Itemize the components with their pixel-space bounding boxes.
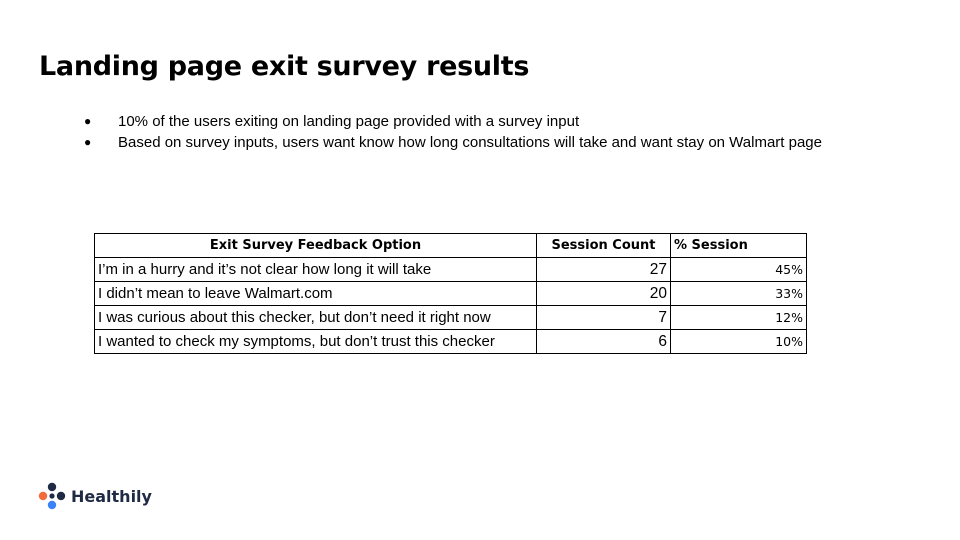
cell-count: 6: [537, 330, 671, 354]
slide-title: Landing page exit survey results: [39, 51, 530, 82]
header-percent-session: % Session: [671, 234, 807, 258]
bullet-item: [82, 111, 822, 132]
cell-count: 7: [537, 306, 671, 330]
cell-percent: 45%: [671, 258, 807, 282]
bullet-list: [82, 111, 822, 153]
cell-count: 20: [537, 282, 671, 306]
table-row: [95, 258, 807, 282]
bullet-item: [82, 132, 822, 153]
cell-percent: 33%: [671, 282, 807, 306]
cell-option: I’m in a hurry and it’s not clear how long it will take: [95, 258, 537, 282]
healthily-logo-icon: [38, 482, 66, 510]
cell-option: I wanted to check my symptoms, but don’t trust this checker: [95, 330, 537, 354]
cell-percent: 12%: [671, 306, 807, 330]
cell-option: I didn’t mean to leave Walmart.com: [95, 282, 537, 306]
cell-percent: 10%: [671, 330, 807, 354]
table-row: [95, 330, 807, 354]
bullet-dot-icon: ●: [84, 135, 92, 149]
survey-results-table: [94, 233, 807, 354]
header-session-count: Session Count: [537, 234, 671, 258]
cell-option: I was curious about this checker, but don’t need it right now: [95, 306, 537, 330]
bullet-text: Based on survey inputs, users want know how long consultations will take and want stay on Walmart page: [118, 134, 822, 151]
header-feedback-option: Exit Survey Feedback Option: [95, 234, 537, 258]
table-header-row: [95, 234, 807, 258]
table-row: [95, 282, 807, 306]
bullet-dot-icon: ●: [84, 114, 92, 128]
logo-wordmark: Healthily: [71, 486, 152, 506]
table-row: [95, 306, 807, 330]
bullet-text: 10% of the users exiting on landing page provided with a survey input: [118, 113, 580, 130]
healthily-logo: [38, 482, 152, 510]
cell-count: 27: [537, 258, 671, 282]
